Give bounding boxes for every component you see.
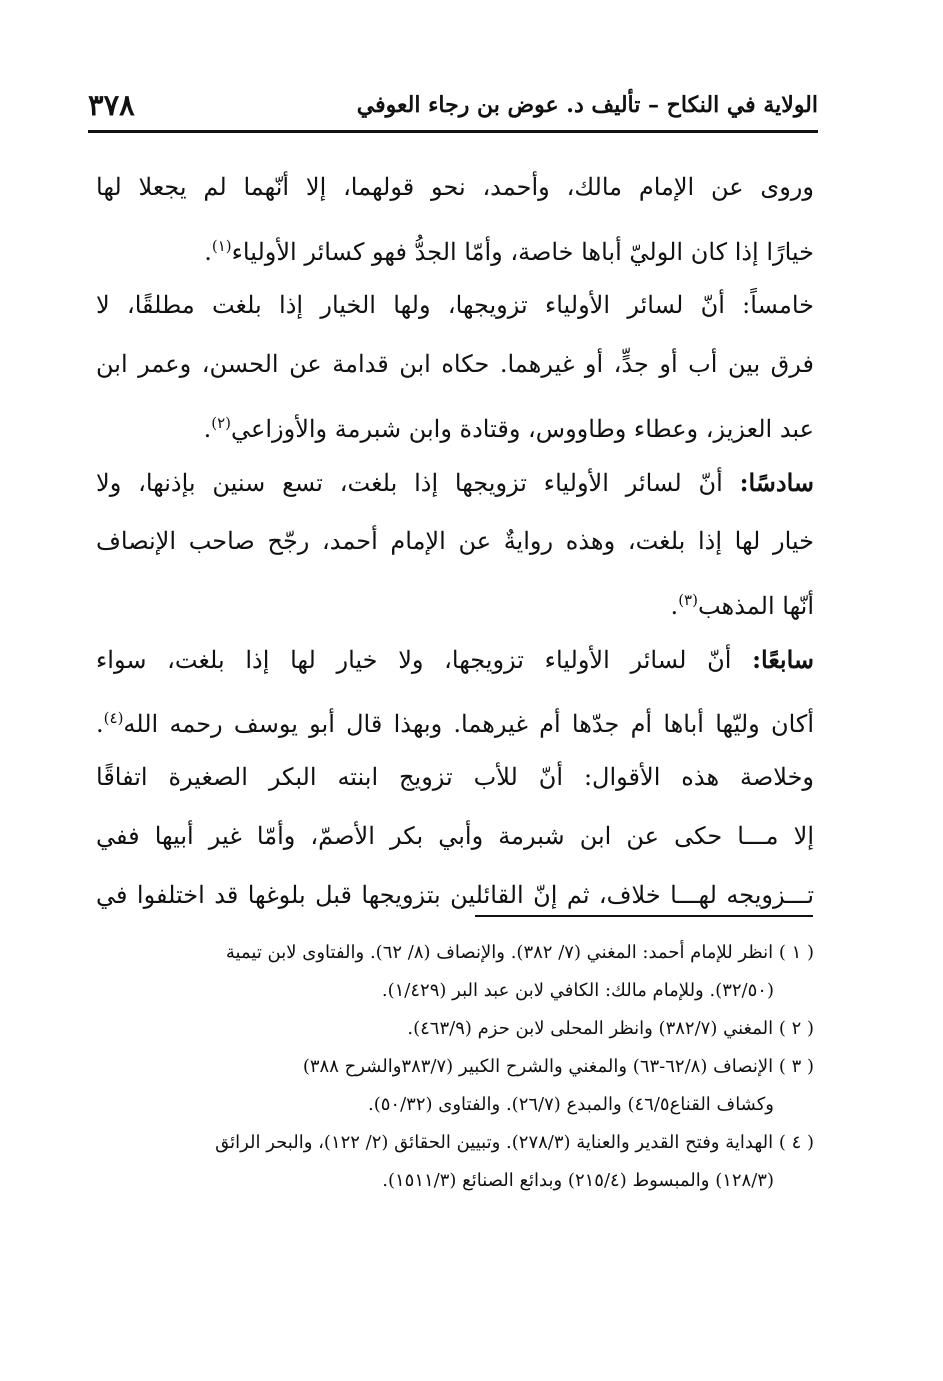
footnote-line: ( ١ ) انظر للإمام أحمد: المغني (٧/ ٣٨٢). والإنصاف (٨/ ٦٢). والفتاوى لابن تيمية [225,942,814,963]
footnotes [88,934,814,1200]
body-line: عبد العزيز، وعطاء وطاووس، وقتادة وابن شبرمة والأوزاعي$^{(٢)}$. [203,414,814,443]
page-number: ٣٧٨ [88,88,135,122]
body-text [96,158,814,925]
footnote-line: (١٢٨/٣) والمبسوط (٢١٥/٤) وبدائع الصنائع (١٥١١/٣). [382,1170,774,1191]
footnote-separator [475,915,813,917]
footnote-line: ( ٤ ) الهداية وفتح القدير والعناية (٢٧٨/٣). وتبيين الحقائق (٢/ ١٢٢)، والبحر الرائق [215,1132,814,1153]
body-line: وروى عن الإمام مالك، وأحمد، نحو قولهما، إلا أنّهما لم يجعلا لها [96,173,814,201]
body-line: إلا مـــا حكى عن ابن شبرمة وأبي بكر الأصمّ، وأمّا غير أبيها ففي [96,822,814,850]
footnote-marker: (٣) [678,591,698,609]
running-title: الولاية في النكاح – تأليف د. عوض بن رجاء العوفي [356,92,818,118]
page-header [88,88,818,132]
body-line: سادسًا: أنّ لسائر الأولياء تزويجها إذا بلغت، تسع سنين بإذنها، ولا [96,468,814,497]
footnote-marker: (٢) [211,414,232,432]
footnote-marker: (١) [211,237,232,255]
section-lead: سادسًا: [739,468,814,497]
footnote-marker: (٤) [103,709,124,727]
footnote-line: وكشاف القناع٤٦/٥) والمبدع (٢٦/٧). والفتاوى (٥٠/٣٢). [368,1094,774,1115]
body-line: أكان وليّها أباها أم جدّها أم غيرهما. وبهذا قال أبو يوسف رحمه الله$^{(٤)}$. [96,709,814,738]
body-line: خامساً: أنّ لسائر الأولياء تزويجها، ولها الخيار إذا بلغت مطلقًا، لا [96,291,814,319]
body-line: فرق بين أب أو جدٍّ، أو غيرهما. حكاه ابن قدامة عن الحسن، وعمر ابن [96,350,814,378]
footnote-line: (٣٢/٥٠). وللإمام مالك: الكافي لابن عبد البر (١/٤٢٩). [381,980,774,1001]
header-rule [88,130,818,133]
body-line: خيار لها إذا بلغت، وهذه روايةٌ عن الإمام أحمد، رجّح صاحب الإنصاف [96,527,814,555]
body-line: خيارًا إذا كان الوليّ أباها خاصة، وأمّا الجدُّ فهو كسائر الأولياء$^{(١)}$. [204,237,814,266]
footnote-line: ( ٢ ) المغني (٣٨٢/٧) وانظر المحلى لابن حزم (٤٦٣/٩). [407,1018,814,1039]
body-line: سابعًا: أنّ لسائر الأولياء تزويجها، ولا خيار لها إذا بلغت، سواء [96,645,814,674]
body-line: تـــزويجه لهـــا خلاف، ثم إنّ القائلين بتزويجها قبل بلوغها قد اختلفوا في [96,881,814,909]
body-line: أنّها المذهب$^{(٣)}$. [670,591,814,620]
footnote-line: ( ٣ ) الإنصاف (٦٢/٨-٦٣) والمغني والشرح الكبير (٣٨٣/٧والشرح ٣٨٨) [302,1056,814,1077]
body-line: وخلاصة هذه الأقوال: أنّ للأب تزويج ابنته البكر الصغيرة اتفاقًا [96,763,814,791]
section-lead: سابعًا: [752,645,814,674]
